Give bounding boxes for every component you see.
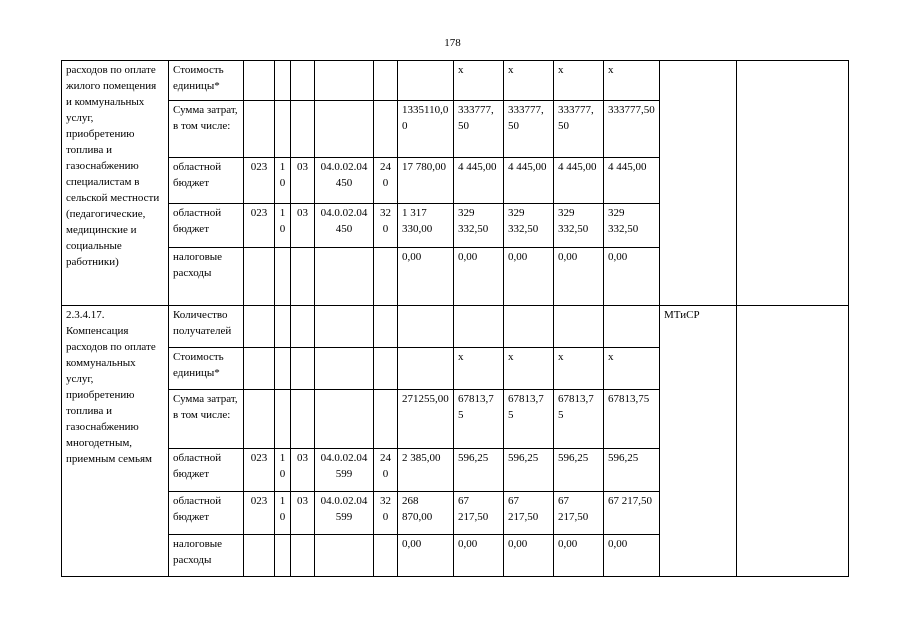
subsection-code: 03 [291,158,315,204]
year-4-value: 0,00 [604,248,660,306]
section-code [275,348,291,390]
expense-type [374,390,398,449]
result-indicator [737,61,849,306]
indicator-label: областной бюджет [169,449,244,492]
indicator-label: Стоимость единицы* [169,348,244,390]
year-4-value: 67 217,50 [604,492,660,535]
subsection-code [291,101,315,158]
year-4-value: х [604,61,660,101]
year-3-value: 0,00 [554,535,604,577]
section-code [275,248,291,306]
target-article: 04.0.02.04599 [315,449,374,492]
target-article: 04.0.02.04599 [315,492,374,535]
page-number: 178 [444,37,461,49]
total-value: 1 317 330,00 [398,204,454,248]
year-4-value: 596,25 [604,449,660,492]
year-4-value: х [604,348,660,390]
year-4-value: 329 332,50 [604,204,660,248]
year-3-value: 333777,50 [554,101,604,158]
year-3-value: 596,25 [554,449,604,492]
ministry-code: 023 [244,492,275,535]
year-2-value: х [504,61,554,101]
budget-table [61,60,849,577]
ministry-code [244,248,275,306]
executor: МТиСР [660,306,737,577]
total-value: 0,00 [398,248,454,306]
total-value: 17 780,00 [398,158,454,204]
target-article: 04.0.02.04450 [315,204,374,248]
ministry-code [244,61,275,101]
year-2-value: 333777,50 [504,101,554,158]
subsection-code [291,306,315,348]
expense-type [374,306,398,348]
year-1-value: 0,00 [454,535,504,577]
target-article: 04.0.02.04450 [315,158,374,204]
section-code [275,101,291,158]
measure-description: расходов по оплате жилого помещения и коммунальных услуг, приобретению топлива и газоснабжению специалистам в сельской местности (педагогические, медицинские и социальные работники) [62,61,169,306]
expense-type [374,61,398,101]
ministry-code [244,348,275,390]
indicator-label: налоговые расходы [169,248,244,306]
year-2-value: 67813,75 [504,390,554,449]
year-1-value: х [454,348,504,390]
year-1-value: 0,00 [454,248,504,306]
indicator-label: Стоимость единицы* [169,61,244,101]
indicator-label: областной бюджет [169,158,244,204]
ministry-code [244,535,275,577]
target-article [315,535,374,577]
subsection-code [291,348,315,390]
section-code [275,61,291,101]
section-code: 10 [275,204,291,248]
expense-type: 320 [374,204,398,248]
year-3-value: х [554,348,604,390]
year-4-value [604,306,660,348]
indicator-label: Сумма затрат, в том числе: [169,390,244,449]
section-code: 10 [275,449,291,492]
indicator-label: областной бюджет [169,492,244,535]
year-3-value [554,306,604,348]
year-2-value: 0,00 [504,535,554,577]
ministry-code [244,306,275,348]
table-row [62,61,849,101]
year-1-value: 596,25 [454,449,504,492]
target-article [315,101,374,158]
year-3-value: 67813,75 [554,390,604,449]
subsection-code: 03 [291,449,315,492]
section-code: 10 [275,158,291,204]
year-2-value: 329 332,50 [504,204,554,248]
target-article [315,390,374,449]
year-2-value: 596,25 [504,449,554,492]
year-1-value: х [454,61,504,101]
year-2-value: х [504,348,554,390]
target-article [315,248,374,306]
indicator-label: налоговые расходы [169,535,244,577]
year-1-value: 4 445,00 [454,158,504,204]
ministry-code [244,390,275,449]
ministry-code: 023 [244,158,275,204]
subsection-code [291,61,315,101]
total-value: 2 385,00 [398,449,454,492]
total-value: 268 870,00 [398,492,454,535]
table-row [62,306,849,348]
year-4-value: 0,00 [604,535,660,577]
expense-type [374,101,398,158]
year-2-value: 4 445,00 [504,158,554,204]
expense-type [374,248,398,306]
year-3-value: 4 445,00 [554,158,604,204]
expense-type: 240 [374,449,398,492]
section-code [275,535,291,577]
subsection-code [291,390,315,449]
total-value: 0,00 [398,535,454,577]
subsection-code: 03 [291,204,315,248]
ministry-code [244,101,275,158]
subsection-code [291,248,315,306]
result-indicator [737,306,849,577]
total-value: 1335110,00 [398,101,454,158]
year-1-value: 333777,50 [454,101,504,158]
year-3-value: 0,00 [554,248,604,306]
target-article [315,306,374,348]
year-2-value: 0,00 [504,248,554,306]
year-1-value: 329 332,50 [454,204,504,248]
executor [660,61,737,306]
indicator-label: Сумма затрат, в том числе: [169,101,244,158]
total-value: 271255,00 [398,390,454,449]
expense-type: 240 [374,158,398,204]
year-3-value: х [554,61,604,101]
subsection-code: 03 [291,492,315,535]
year-4-value: 67813,75 [604,390,660,449]
section-code [275,306,291,348]
ministry-code: 023 [244,204,275,248]
total-value [398,306,454,348]
year-4-value: 4 445,00 [604,158,660,204]
year-2-value: 67 217,50 [504,492,554,535]
section-code: 10 [275,492,291,535]
ministry-code: 023 [244,449,275,492]
year-3-value: 329 332,50 [554,204,604,248]
expense-type [374,348,398,390]
year-3-value: 67 217,50 [554,492,604,535]
year-1-value: 67 217,50 [454,492,504,535]
total-value [398,348,454,390]
target-article [315,61,374,101]
target-article [315,348,374,390]
expense-type: 320 [374,492,398,535]
indicator-label: областной бюджет [169,204,244,248]
subsection-code [291,535,315,577]
measure-description: 2.3.4.17. Компенсация расходов по оплате коммунальных услуг, приобретению топлива и газоснабжению многодетным, приемным семьям [62,306,169,577]
total-value [398,61,454,101]
year-2-value [504,306,554,348]
expense-type [374,535,398,577]
indicator-label: Количество получателей [169,306,244,348]
year-1-value: 67813,75 [454,390,504,449]
year-4-value: 333777,50 [604,101,660,158]
section-code [275,390,291,449]
year-1-value [454,306,504,348]
